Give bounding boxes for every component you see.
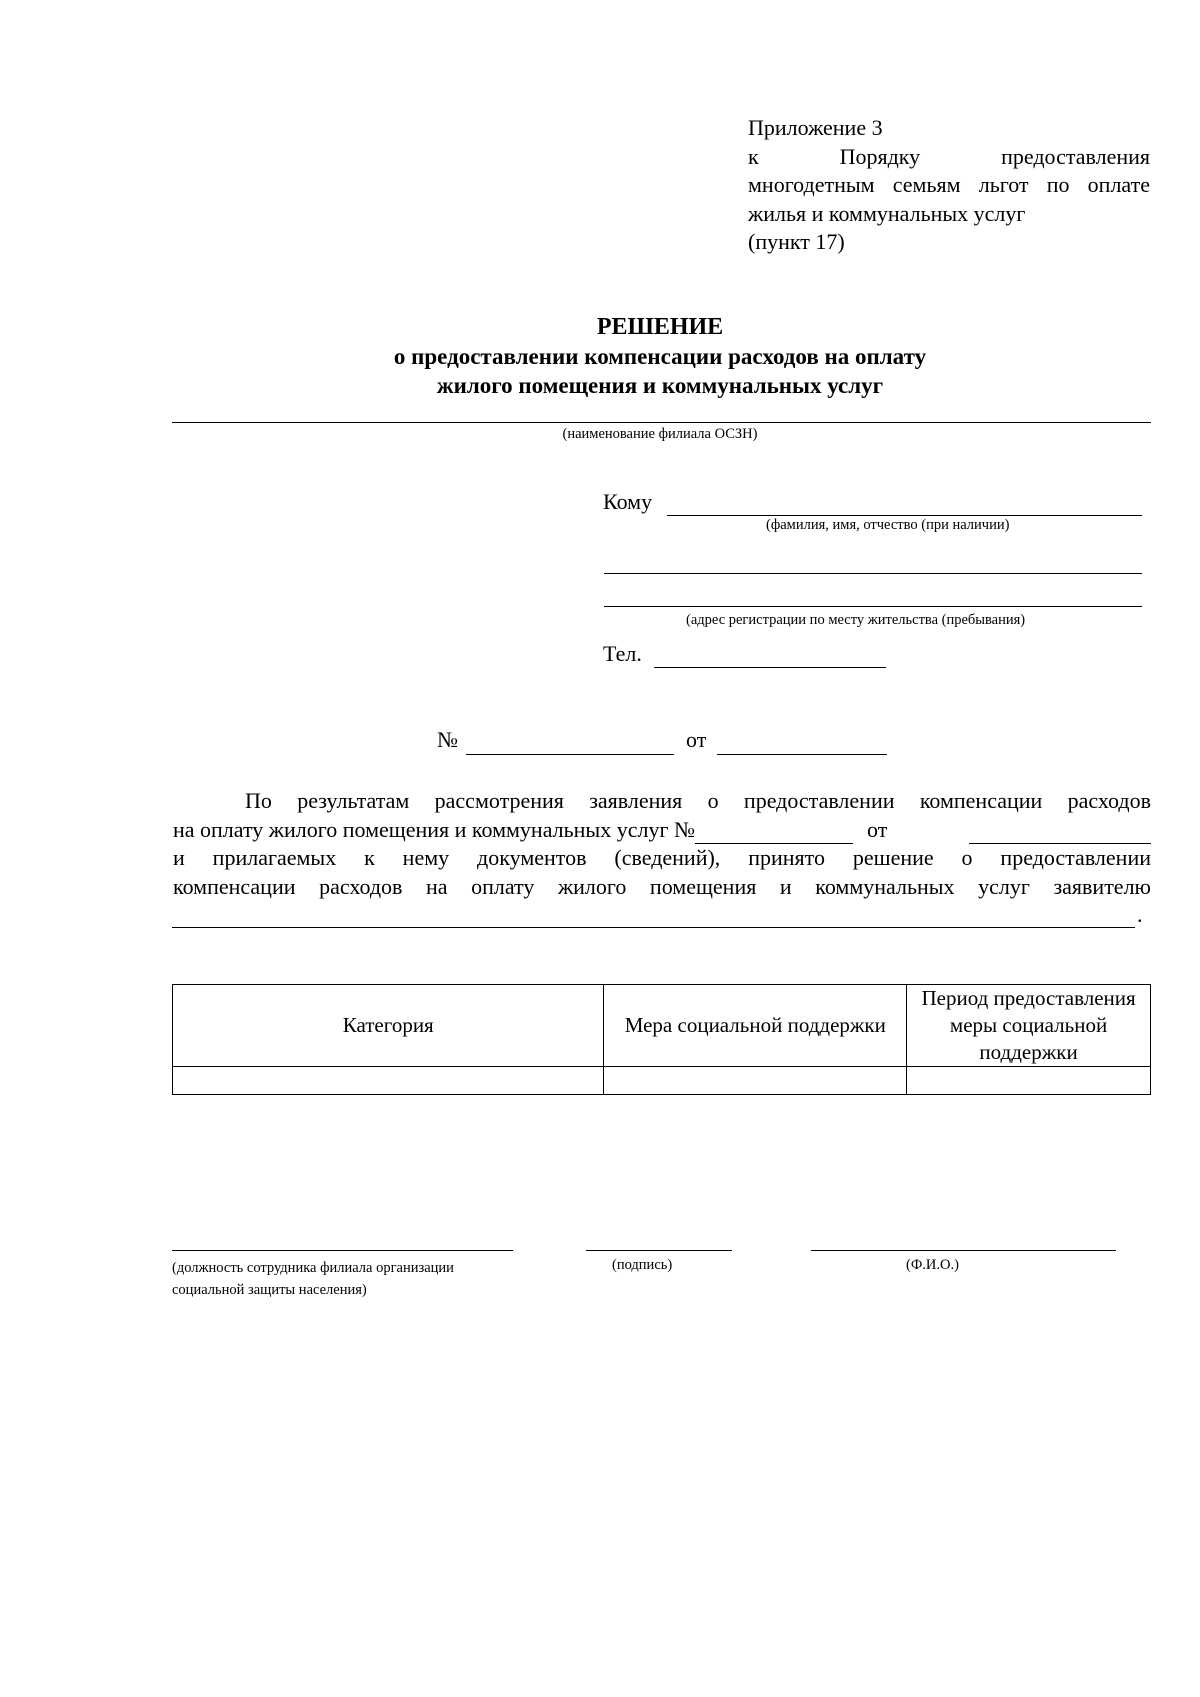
position-caption: (должность сотрудника филиала организации социальной защиты населения) (172, 1260, 454, 1298)
branch-name-field[interactable] (172, 422, 1151, 423)
decision-date-field[interactable] (717, 754, 887, 755)
table-row (173, 1067, 1151, 1095)
appendix-title: Приложение 3 (748, 115, 883, 140)
body-line-3: и прилагаемых к нему документов (сведений), принято решение о предоставлении (173, 845, 1151, 870)
document-title (0, 313, 1200, 400)
branch-name-caption: (наименование филиала ОСЗН) (562, 426, 758, 442)
body-paragraph (173, 787, 1151, 901)
body-line-2: на оплату жилого помещения и коммунальных услуг № от (173, 816, 1151, 845)
phone-label: Тел. (603, 641, 642, 666)
signature-caption: (подпись) (612, 1257, 673, 1273)
appendix-line-2: к Порядку предоставления (748, 143, 1151, 169)
category-table (172, 984, 1151, 1095)
address-field-line-1[interactable] (604, 573, 1142, 574)
table-cell[interactable] (604, 1067, 907, 1095)
recipient-fio-caption: (фамилия, имя, отчество (при наличии) (766, 517, 1010, 533)
table-cell[interactable] (907, 1067, 1151, 1095)
table-header-cell: Период предоставления меры социальной поддержки (907, 985, 1151, 1067)
to-label: Кому (603, 489, 653, 514)
table-cell[interactable] (173, 1067, 604, 1095)
phone-field[interactable] (654, 667, 886, 668)
table-header-cell: Категория (173, 985, 604, 1067)
table-header-cell: Мера социальной поддержки (604, 985, 907, 1067)
applicant-field[interactable] (172, 927, 1135, 928)
body-period: . (1137, 902, 1143, 927)
title-main: РЕШЕНИЕ (596, 314, 724, 340)
application-number-field[interactable] (695, 821, 853, 844)
appendix-block (748, 114, 1150, 257)
position-field[interactable] (172, 1250, 513, 1251)
title-sub-1: о предоставлении компенсации расходов на оплату (393, 344, 927, 369)
appendix-line-4: жилья и коммунальных услуг (748, 200, 1026, 226)
address-caption: (адрес регистрации по месту жительства (пребывания) (686, 612, 1026, 628)
body-line-1: По результатам рассмотрения заявления о предоставлении компенсации расходов (245, 788, 1151, 813)
appendix-line-3: многодетным семьям льгот по оплате (748, 172, 1150, 197)
table-header-row (173, 985, 1151, 1067)
number-label: № (437, 727, 458, 752)
title-sub-2: жилого помещения и коммунальных услуг (436, 373, 884, 398)
appendix-line-5: (пункт 17) (748, 229, 845, 254)
date-from-label: от (686, 727, 707, 752)
recipient-fio-field[interactable] (667, 515, 1142, 516)
application-date-field[interactable] (969, 821, 1151, 844)
decision-number-field[interactable] (466, 754, 674, 755)
body-line-4: компенсации расходов на оплату жилого помещения и коммунальных услуг заявителю (173, 873, 1151, 899)
signature-field[interactable] (586, 1250, 732, 1251)
signer-fio-field[interactable] (811, 1250, 1116, 1251)
signer-fio-caption: (Ф.И.О.) (906, 1257, 959, 1273)
address-field-line-2[interactable] (604, 606, 1142, 607)
